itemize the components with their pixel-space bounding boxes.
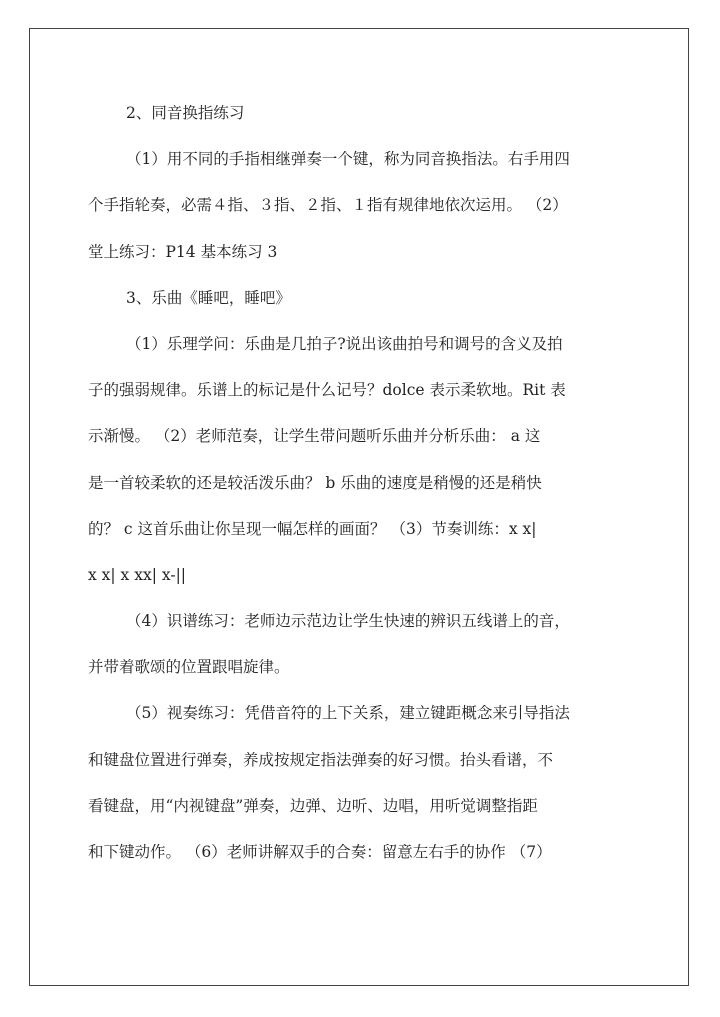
text-line: 并带着歌颂的位置跟唱旋律。 [88, 658, 290, 677]
text-line: 的？ c 这首乐曲让你呈现一幅怎样的画面？ （3）节奏训练：x x| [88, 519, 537, 538]
section-heading-song: 3、乐曲《睡吧，睡吧》 [126, 288, 291, 307]
section-heading-same-note-finger-change: 2、同音换指练习 [126, 104, 245, 122]
text-line: （4）识谱练习：老师边示范边让学生快速的辨识五线谱上的音， [126, 612, 570, 631]
paragraph-sight-playing [88, 696, 636, 870]
document-body [88, 96, 636, 871]
paragraph-sight-reading [88, 604, 636, 686]
text-line: 看键盘，用“内视键盘”弹奏，边弹、边听、边唱，用听觉调整指距 [88, 796, 538, 815]
text-line: 堂上练习：P14 基本练习 3 [88, 242, 278, 261]
text-line: 是一首较柔软的还是较活泼乐曲？ b 乐曲的速度是稍慢的还是稍快 [88, 473, 542, 492]
text-line: 示渐慢。 （2）老师范奏，让学生带问题听乐曲并分析乐曲： a 这 [88, 427, 541, 446]
paragraph-music-theory [88, 327, 636, 594]
text-line: （1）乐理学问：乐曲是几拍子?说出该曲拍号和调号的含义及拍 [126, 334, 563, 353]
text-line: 子的强弱规律。乐谱上的标记是什么记号？dolce 表示柔软地。Rit 表 [88, 381, 566, 400]
text-line: 和键盘位置进行弹奏，养成按规定指法弹奏的好习惯。抬头看谱，不 [88, 750, 554, 769]
text-line: 和下键动作。 （6）老师讲解双手的合奏：留意左右手的协作 （7） [88, 843, 552, 861]
text-line: x x| x xx| x-|| [88, 565, 187, 584]
text-line: （1）用不同的手指相继弹奏一个键，称为同音换指法。右手用四 [126, 150, 570, 169]
text-line: 个手指轮奏，必需４指、３指、２指、１指有规律地依次运用。 （2） [88, 196, 568, 215]
text-line: （5）视奏练习：凭借音符的上下关系，建立键距概念来引导指法 [126, 704, 570, 723]
paragraph-same-note-finger-change [88, 142, 636, 270]
